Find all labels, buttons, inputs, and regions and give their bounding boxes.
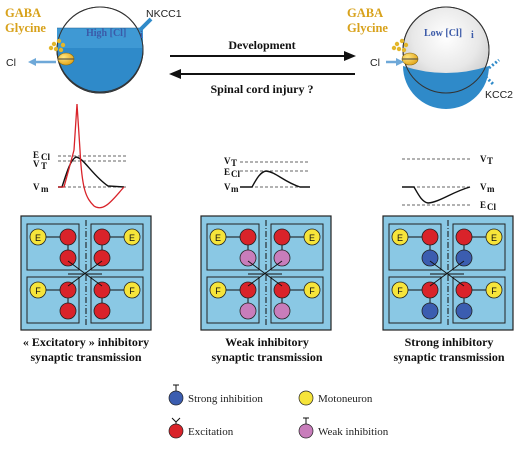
svg-text:m: m <box>487 184 495 194</box>
excitatory-neuron <box>274 282 290 298</box>
interneuron <box>422 250 438 266</box>
motoneuron-label: E <box>214 233 222 243</box>
legend-strong-inhibition <box>169 385 263 405</box>
trace-2-label-1 <box>224 167 240 179</box>
motoneuron-label: F <box>215 286 221 296</box>
legend-excitation <box>169 418 234 438</box>
circuit-excitatory <box>21 216 151 330</box>
caption-2-line1: Weak inhibitory <box>225 335 309 349</box>
circuit-strong-inhibitory <box>383 216 513 330</box>
svg-text:m: m <box>41 184 49 194</box>
motoneuron-label: E <box>308 233 316 243</box>
motoneuron-label: E <box>128 233 136 243</box>
excitatory-neuron <box>60 282 76 298</box>
legend <box>169 385 389 438</box>
left-gaba-label: GABA <box>5 6 42 20</box>
right-cl-label: Cl <box>370 57 380 69</box>
excitatory-neuron <box>274 229 290 245</box>
trace-panel-1 <box>33 104 128 208</box>
legend-weak-inhibition <box>299 418 389 438</box>
caption-3-line1: Strong inhibitory <box>404 335 494 349</box>
cl-efflux-left <box>6 57 56 69</box>
circuit-weak-inhibitory <box>201 216 331 330</box>
trace-3-label-1 <box>480 182 495 194</box>
caption-3 <box>393 335 504 364</box>
svg-text:Weak inhibition: Weak inhibition <box>318 426 389 438</box>
excitatory-neuron <box>456 282 472 298</box>
caption-1-line2: synaptic transmission <box>30 350 142 364</box>
svg-text:V: V <box>33 182 40 192</box>
svg-text:Cl: Cl <box>41 152 50 162</box>
svg-text:V: V <box>33 159 40 169</box>
injury-arrow <box>169 69 355 96</box>
excitatory-neuron <box>422 229 438 245</box>
motoneuron-label: F <box>129 286 135 296</box>
cl-influx-right <box>370 57 404 69</box>
svg-text:Cl: Cl <box>231 169 240 179</box>
interneuron <box>456 303 472 319</box>
interneuron <box>274 303 290 319</box>
interneuron <box>456 250 472 266</box>
left-glycine-label: Glycine <box>5 21 46 35</box>
svg-text:Excitation: Excitation <box>188 426 234 438</box>
excitatory-neuron <box>240 229 256 245</box>
interneuron <box>60 303 76 319</box>
svg-text:V: V <box>480 154 487 164</box>
development-arrow <box>170 38 356 61</box>
svg-text:T: T <box>41 161 48 171</box>
kcc2-transporter <box>483 60 513 101</box>
motoneuron-label: E <box>34 233 42 243</box>
excitatory-neuron <box>94 229 110 245</box>
motoneuron-label: F <box>35 286 41 296</box>
interneuron <box>274 250 290 266</box>
trace-3-label-0 <box>480 154 493 166</box>
nkcc1-transporter <box>140 8 182 30</box>
motoneuron-label: F <box>309 286 315 296</box>
svg-text:E: E <box>224 167 231 177</box>
svg-text:V: V <box>224 182 231 192</box>
interneuron <box>240 250 256 266</box>
trace-2-label-2 <box>224 182 239 194</box>
svg-text:T: T <box>487 156 494 166</box>
left-cell-body <box>57 7 143 93</box>
kcc2-label: KCC2 <box>485 89 514 101</box>
motoneuron-label: E <box>490 233 498 243</box>
motoneuron-label: F <box>397 286 403 296</box>
interneuron <box>94 250 110 266</box>
trace-1-label-1 <box>33 159 47 171</box>
svg-text:E: E <box>480 200 487 210</box>
svg-text:Motoneuron: Motoneuron <box>318 393 373 405</box>
svg-text:T: T <box>231 158 238 168</box>
injury-label: Spinal cord injury ? <box>210 82 314 96</box>
right-concentration-label: Low [Cl] <box>424 28 463 39</box>
motoneuron-label: F <box>491 286 497 296</box>
excitatory-neuron <box>456 229 472 245</box>
interneuron <box>94 303 110 319</box>
excitatory-neuron <box>422 282 438 298</box>
motoneuron-label: E <box>396 233 404 243</box>
nkcc1-label: NKCC1 <box>146 8 182 20</box>
right-glycine-label: Glycine <box>347 21 388 35</box>
excitatory-neuron <box>94 282 110 298</box>
right-gaba-label: GABA <box>347 6 384 20</box>
circuit-panels <box>21 216 513 330</box>
left-concentration-label: High [Cl] <box>86 28 127 39</box>
legend-motoneuron <box>299 391 373 405</box>
trace-panel-2 <box>224 156 310 194</box>
trace-1-label-2 <box>33 182 49 194</box>
caption-2-line2: synaptic transmission <box>211 350 323 364</box>
caption-3-line2: synaptic transmission <box>393 350 505 364</box>
right-concentration-sub: i <box>471 30 474 41</box>
interneuron <box>60 250 76 266</box>
development-label: Development <box>228 38 296 52</box>
caption-1-line1: « Excitatory » inhibitory <box>22 335 150 349</box>
excitatory-neuron <box>240 282 256 298</box>
svg-text:V: V <box>224 156 231 166</box>
interneuron <box>422 303 438 319</box>
left-cl-label: Cl <box>6 57 16 69</box>
trace-3-label-2 <box>480 200 496 212</box>
svg-text:E: E <box>33 150 40 160</box>
caption-2 <box>211 335 322 364</box>
left-cell <box>5 6 182 93</box>
interneuron <box>240 303 256 319</box>
right-cell <box>347 6 513 109</box>
svg-text:Strong inhibition: Strong inhibition <box>188 393 263 405</box>
caption-1 <box>23 335 149 364</box>
svg-text:Cl: Cl <box>487 202 496 212</box>
trace-panel-3 <box>402 154 496 212</box>
left-concentration-sub: i <box>140 30 143 41</box>
svg-text:V: V <box>480 182 487 192</box>
svg-text:m: m <box>231 184 239 194</box>
excitatory-neuron <box>60 229 76 245</box>
